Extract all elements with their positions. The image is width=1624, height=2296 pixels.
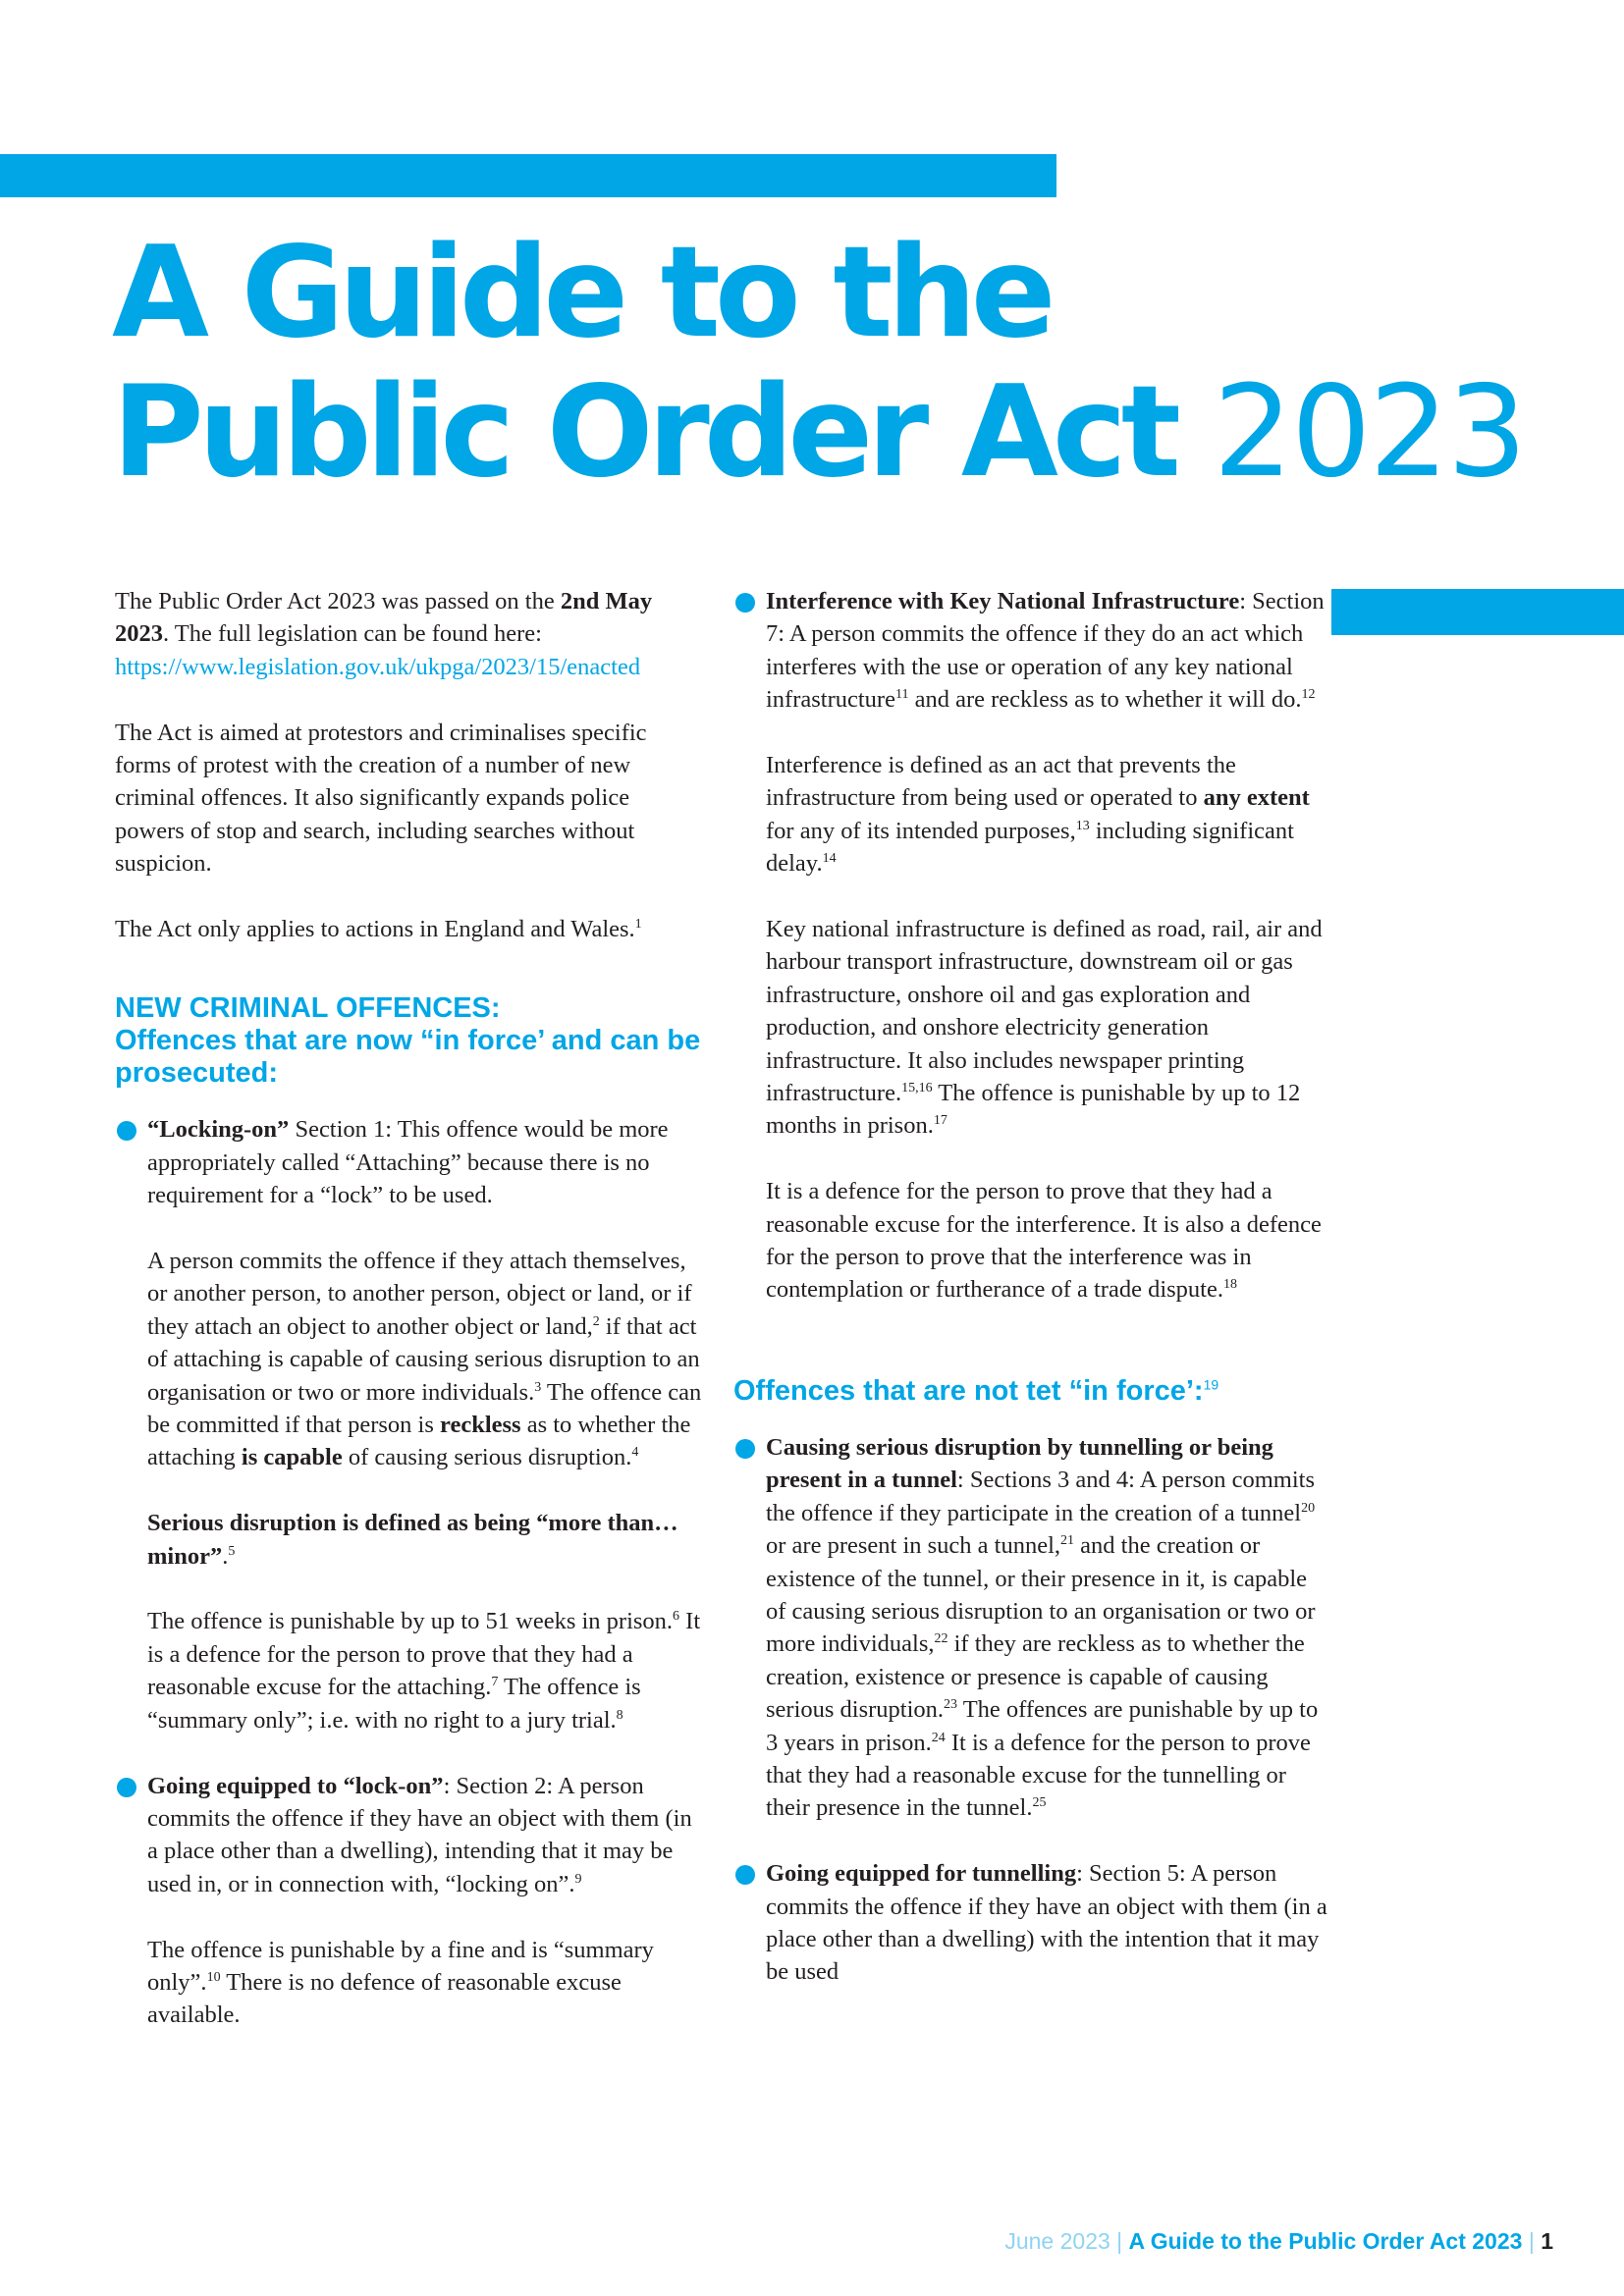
list-item-key-infrastructure: Interference with Key National Infrastructure: Section 7: A person commits the offence if they do an act which interferes with the use or operation of any key national infrastructure$^{11}$ and are reckless as to whether it will do.$^{12}$ Interference is defined as an act that prevents the infrastructure from being used or operated to any extent for any of its intended purposes,$^{13}$ including significant delay.$^{14}$ Key national infrastructure is defined as road, rail, air and harbour transport infrastructure, downstream oil or gas infrastructure, onshore oil and gas exploration and production, and onshore electricity generation infrastructure. It also includes newspaper printing infrastructure.$^{15,16}$ The offence is punishable by up to 12 months in prison.$^{17}$ It is a defence for the person to prove that they had a reasonable excuse for the interference. It is also a defence for the person to prove that the interference was in contemplation or furtherance of a trade dispute.$^{18}$ xyxy=(733,585,1327,1307)
footer-title: A Guide to the Public Order Act 2023 xyxy=(1128,2228,1523,2254)
title-line-2: Public Order Act xyxy=(112,359,1214,506)
page-footer: June 2023 | A Guide to the Public Order Act 2023 | 1 xyxy=(1004,2228,1553,2254)
left-column xyxy=(115,585,704,2032)
legislation-link[interactable]: https://www.legislation.gov.uk/ukpga/2023/15/enacted xyxy=(115,653,641,680)
top-accent-bar xyxy=(0,154,1056,197)
section-heading-line-2: Offences that are now “in force’ and can be prosecuted: xyxy=(115,1025,701,1090)
right-accent-bar xyxy=(1331,589,1624,635)
title-year: 2023 xyxy=(1213,359,1526,506)
right-column xyxy=(733,585,1327,1989)
section-heading-new-offences xyxy=(115,992,704,1090)
title-line-1: A Guide to the xyxy=(112,220,1051,366)
bullet-dot-icon xyxy=(117,1121,136,1141)
bullet-dot-icon xyxy=(735,1439,755,1459)
bullet-dot-icon xyxy=(735,1865,755,1885)
bullet-dot-icon xyxy=(117,1778,136,1797)
list-item-tunnelling: Causing serious disruption by tunnelling or being present in a tunnel: Sections 3 and 4: A person commits the offence if they participate in the creation of a tunnel$^{20}$ or are present in such a tunnel,$^{21}$ and the creation or existence of the tunnel, or their presence in it, is capable of causing serious disruption to an organisation or two or more individuals,$^{22}$ if they are reckless as to whether the creation, existence or presence is capable of causing serious disruption.$^{23}$ The offences are punishable by up to 3 years in prison.$^{24}$ It is a defence for the person to prove that they had a reasonable excuse for the tunnelling or their presence in the tunnel.$^{25}$ xyxy=(733,1431,1327,1825)
section-heading-line-1: NEW CRIMINAL OFFENCES: xyxy=(115,992,501,1025)
footer-date: June 2023 xyxy=(1004,2228,1110,2254)
list-item-locking-on: “Locking-on” Section 1: This offence would be more appropriately called “Attaching” because there is no requirement for a “lock” to be used. A person commits the offence if they attach themselves, or another person, to another person, object or land, or if they attach an object to another object or land,$^2$ if that act of attaching is capable of causing serious disruption to an organisation or two or more individuals.$^3$ The offence can be committed if that person is reckless as to whether the attaching is capable of causing serious disruption.$^4$ Serious disruption is defined as being “more than… minor”.$^5$ The offence is punishable by up to 51 weeks in prison.$^6$ It is a defence for the person to prove that they had a reasonable excuse for the attaching.$^7$ The offence is “summary only”; i.e. with no right to a jury trial.$^8$ xyxy=(115,1113,704,1736)
intro-paragraph-2: The Act is aimed at protestors and criminalises specific forms of protest with the creation of a number of new criminal offences. It also significantly expands police powers of stop and search, including searches without suspicion. xyxy=(115,719,647,878)
bullet-dot-icon xyxy=(735,593,755,613)
list-item-going-equipped-lock-on: Going equipped to “lock-on”: Section 2: A person commits the offence if they have an object with them (in a place other than a dwelling), intending that it may be used in, or in connection with, “locking on”.$^9$ The offence is punishable by a fine and is “summary only”.$^{10}$ There is no defence of reasonable excuse available. xyxy=(115,1770,704,2032)
list-item-going-equipped-tunnelling: Going equipped for tunnelling: Section 5: A person commits the offence if they have an object with them (in a place other than a dwelling) with the intention that it may be used xyxy=(733,1857,1327,1989)
intro-paragraph-3: The Act only applies to actions in England and Wales.$^1$ xyxy=(115,916,642,943)
page-title xyxy=(112,220,1526,506)
page-number: 1 xyxy=(1541,2228,1553,2254)
section-heading-not-in-force: Offences that are not tet “in force’:$^{19}$ xyxy=(733,1374,1219,1407)
intro-paragraph-1: The Public Order Act 2023 was passed on the 2nd May 2023. The full legislation can be found here: https://www.legislation.gov.uk/ukpga/2023/15/enacted xyxy=(115,588,653,680)
